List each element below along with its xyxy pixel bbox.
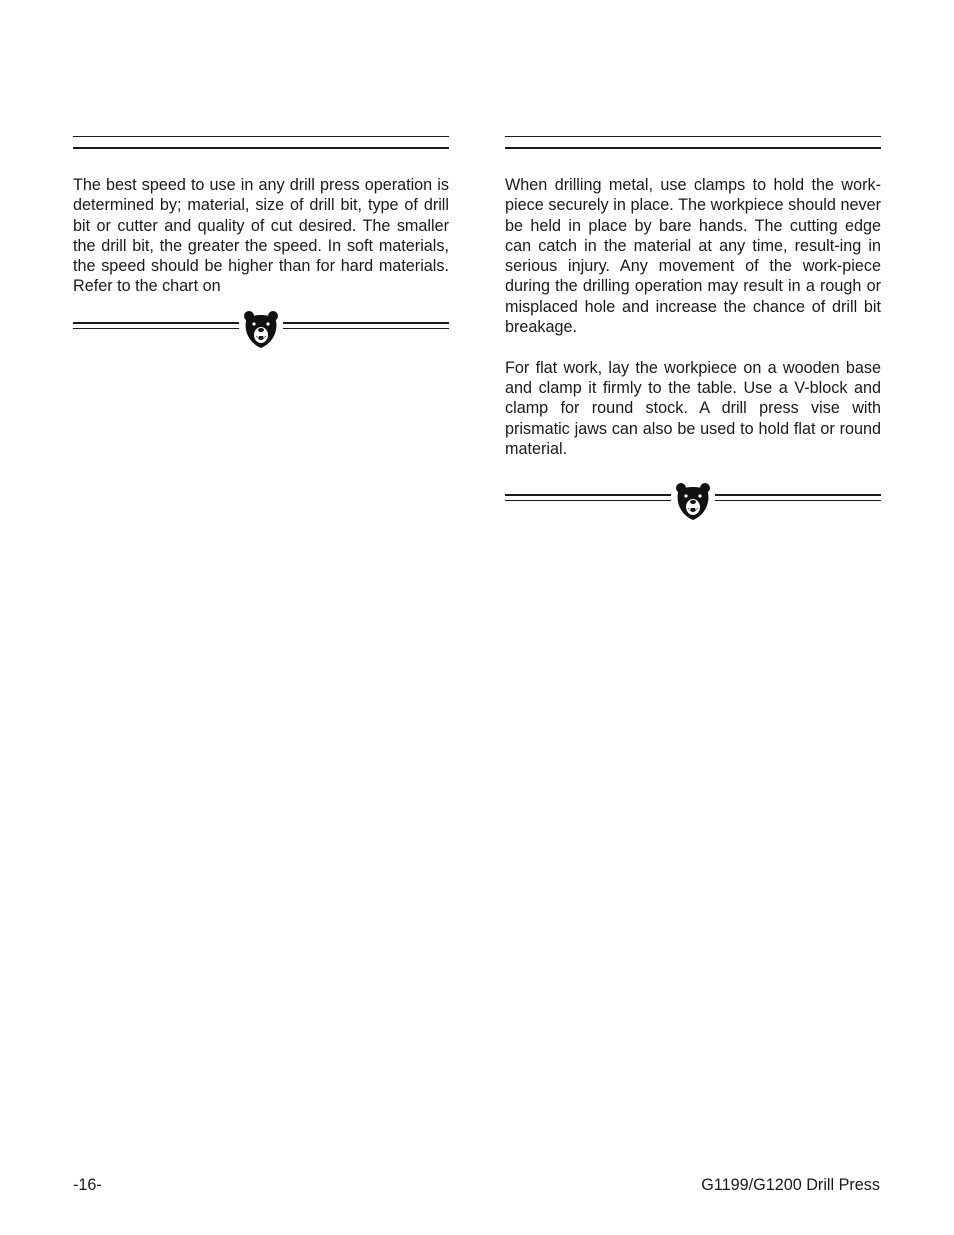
clamping-paragraph: When drilling metal, use clamps to hold the work-piece securely in place. The workpiece should never be held in place by bare hands. The cutting edge can catch in the material at any time, result-ing in serious injury. Any movement of the work-piece during the drilling operation may result in a rough or misplaced hole and increase the chance of drill bit breakage. — [505, 176, 881, 337]
manual-title: G1199/G1200 Drill Press — [701, 1176, 880, 1194]
section-header-rule — [73, 136, 449, 149]
bear-head-icon — [675, 481, 711, 521]
section-end-mark — [73, 309, 449, 349]
header-rule-thin — [73, 136, 449, 137]
flat-work-paragraph: For flat work, lay the workpiece on a wooden base and clamp it firmly to the table. Use a V-block and clamp for round stock. A drill press vise with prismatic jaws can also be used to hold flat or round material. — [505, 358, 881, 458]
end-rule-left-thin — [505, 500, 671, 501]
end-rule-left-thick — [505, 494, 671, 496]
left-column — [73, 136, 449, 349]
end-rule-left-thin — [73, 328, 239, 329]
page-number: -16- — [73, 1176, 102, 1194]
end-rule-right-thick — [283, 322, 449, 324]
end-rule-right-thick — [715, 494, 881, 496]
speed-paragraph: The best speed to use in any drill press operation is determined by; material, size of drill bit, type of drill bit or cutter and quality of cut desired. The smaller the drill bit, the greater the speed. In soft materials, the speed should be higher than for hard materials. Refer to the chart on — [73, 176, 449, 296]
section-header-rule — [505, 136, 881, 149]
header-rule-thick — [505, 147, 881, 149]
end-rule-right-thin — [283, 328, 449, 329]
end-rule-left-thick — [73, 322, 239, 324]
right-column — [505, 136, 881, 521]
end-rule-right-thin — [715, 500, 881, 501]
bear-head-icon — [243, 309, 279, 349]
header-rule-thin — [505, 136, 881, 137]
section-end-mark — [505, 481, 881, 521]
header-rule-thick — [73, 147, 449, 149]
